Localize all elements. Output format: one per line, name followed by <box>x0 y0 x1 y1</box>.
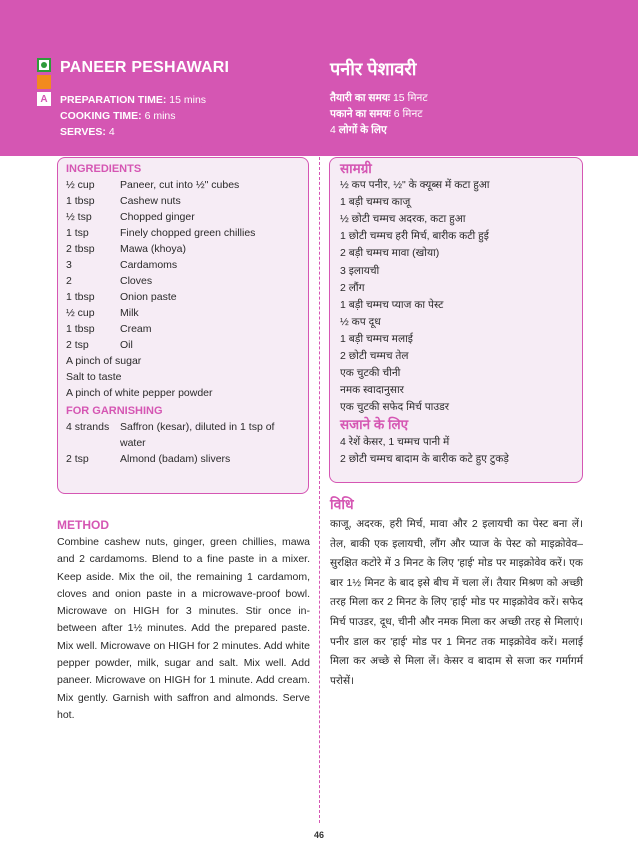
ingredient-extra: A pinch of sugar <box>66 355 142 367</box>
recipe-meta-hindi <box>330 90 428 138</box>
ingredient-row-hindi: 1 बड़ी चम्मच काजू <box>340 196 411 209</box>
recipe-badges <box>37 58 51 109</box>
ingredient-row-hindi: ½ कप पनीर, ½" के क्यूब्स में कटा हुआ <box>340 179 490 192</box>
ingredient-extra: Salt to taste <box>66 371 122 383</box>
prep-time: PREPARATION TIME: 15 mins <box>60 94 207 106</box>
garnish-row-hindi: 2 छोटी चम्मच बादाम के बारीक कटे हुए टुकड़े <box>340 452 509 465</box>
garnish-row: 2 tsp Almond (badam) slivers <box>66 453 231 465</box>
recipe-title-hindi: पनीर पेशावरी <box>330 59 417 79</box>
garnish-heading-hindi: सजाने के लिए <box>340 417 409 433</box>
garnish-row: 4 strands Saffron (kesar), diluted in 1 tsp of water <box>66 421 275 449</box>
prep-time-hindi: तैयारी का समयः 15 मिनट <box>330 92 428 104</box>
ingredient-row-hindi: ½ छोटी चम्मच अदरक, कटा हुआ <box>340 213 466 226</box>
method-heading: METHOD <box>57 518 109 532</box>
method-text: Combine cashew nuts, ginger, green chillies, mawa and 2 cardamoms. Blend to a fine paste in a mixer. Keep aside. Mix the oil, the remaining 1 cardamom, cloves and onion paste in a microwave-proof bowl. Microwave on HIGH for 3 minutes. Stir once in-between after 1½ minutes. Add the prepared paste. Mix well. Microwave on HIGH for 2 minutes. Add white pepper powder, milk, sugar and salt. Mix well. Add paneer. Microwave on HIGH for 1 minute. Add cream. Mix gently. Garnish with saffron and almonds. Serve hot. <box>57 536 310 721</box>
ingredient-row: 1 tbsp Onion paste <box>66 291 177 303</box>
ingredient-row: ½ cup Milk <box>66 307 139 319</box>
recipe-meta-english <box>60 92 206 140</box>
veg-mark-icon <box>37 58 51 72</box>
ingredient-row: 1 tsp Finely chopped green chillies <box>66 227 256 239</box>
ingredient-row-hindi: नमक स्वादानुसार <box>340 384 404 397</box>
cooking-time: COOKING TIME: 6 mins <box>60 110 176 122</box>
garnish-heading: FOR GARNISHING <box>66 405 163 417</box>
page-number: 46 <box>313 830 324 840</box>
ingredients-english <box>66 161 302 467</box>
ingredient-extra: A pinch of white pepper powder <box>66 387 213 399</box>
ingredient-row-hindi: 1 बड़ी चम्मच प्याज का पेस्ट <box>340 298 444 311</box>
ingredient-row: 1 tbsp Cream <box>66 323 152 335</box>
ingredient-row-hindi: एक चुटकी चीनी <box>340 367 401 380</box>
ingredient-row-hindi: 2 छोटी चम्मच तेल <box>340 350 409 363</box>
garnish-row-hindi: 4 रेशें केसर, 1 चम्मच पानी में <box>340 435 450 448</box>
method-text-hindi: काजू, अदरक, हरी मिर्च, मावा और 2 इलायची का पेस्ट बना लें। तेल, बाकी एक इलायची, लौंग और प्याज के पेस्ट को माइक्रोवेव–सुरक्षित कटोरे में 3 मिनट के लिए 'हाई' मोड पर माइक्रोवेव करें। एक बार 1½ मिनट के बाद इसे बीच में चला लें। तैयार मिश्रण को अच्छी तरह मिला कर 2 मिनट के लिए 'हाई' मोड पर माइक्रोवेव करें। सफेद मिर्च पाउडर, दूध, चीनी और नमक मिला कर अच्छी तरह से मिलाएं। पनीर डाल कर 'हाई' मोड पर 1 मिनट तक माइक्रोवेव करें। मलाई मिला कर अच्छे से मिला लें। केसर व बादाम से सजा कर गर्मागर्म परोसें। <box>330 518 583 687</box>
ingredient-row-hindi: 3 इलायची <box>340 264 380 277</box>
ingredients-hindi <box>340 160 576 468</box>
column-divider <box>319 157 320 823</box>
ingredient-row: ½ tsp Chopped ginger <box>66 211 195 223</box>
ingredient-row-hindi: एक चुटकी सफेद मिर्च पाउडर <box>340 401 450 414</box>
ingredient-row: 2 Cloves <box>66 275 153 287</box>
cooking-time-hindi: पकाने का समयः 6 मिनट <box>330 108 423 120</box>
ingredient-row: ½ cup Paneer, cut into ½" cubes <box>66 179 240 191</box>
ingredients-heading: INGREDIENTS <box>66 163 142 175</box>
ingredient-row: 2 tsp Oil <box>66 339 133 351</box>
ingredients-heading-hindi: सामग्री <box>340 161 372 176</box>
recipe-title-english: PANEER PESHAWARI <box>60 59 230 76</box>
serves: SERVES: 4 <box>60 126 115 138</box>
method-english <box>57 518 310 724</box>
category-badge: A <box>37 92 51 106</box>
ingredient-row-hindi: 2 लौंग <box>340 281 365 294</box>
serves-hindi: 4 लोगों के लिए <box>330 124 387 136</box>
ingredient-row-hindi: 1 बड़ी चम्मच मलाई <box>340 332 413 345</box>
ingredient-row: 2 tbsp Mawa (khoya) <box>66 243 186 255</box>
ingredient-row-hindi: 1 छोटी चम्मच हरी मिर्च, बारीक कटी हुई <box>340 230 489 243</box>
category-square-icon <box>37 75 51 89</box>
ingredient-row: 1 tbsp Cashew nuts <box>66 195 181 207</box>
ingredient-row-hindi: 2 बड़ी चम्मच मावा (खोया) <box>340 247 440 260</box>
method-hindi <box>330 495 583 691</box>
ingredient-row: 3 Cardamoms <box>66 259 178 271</box>
method-heading-hindi: विधि <box>330 496 354 512</box>
ingredient-row-hindi: ½ कप दूध <box>340 315 381 328</box>
